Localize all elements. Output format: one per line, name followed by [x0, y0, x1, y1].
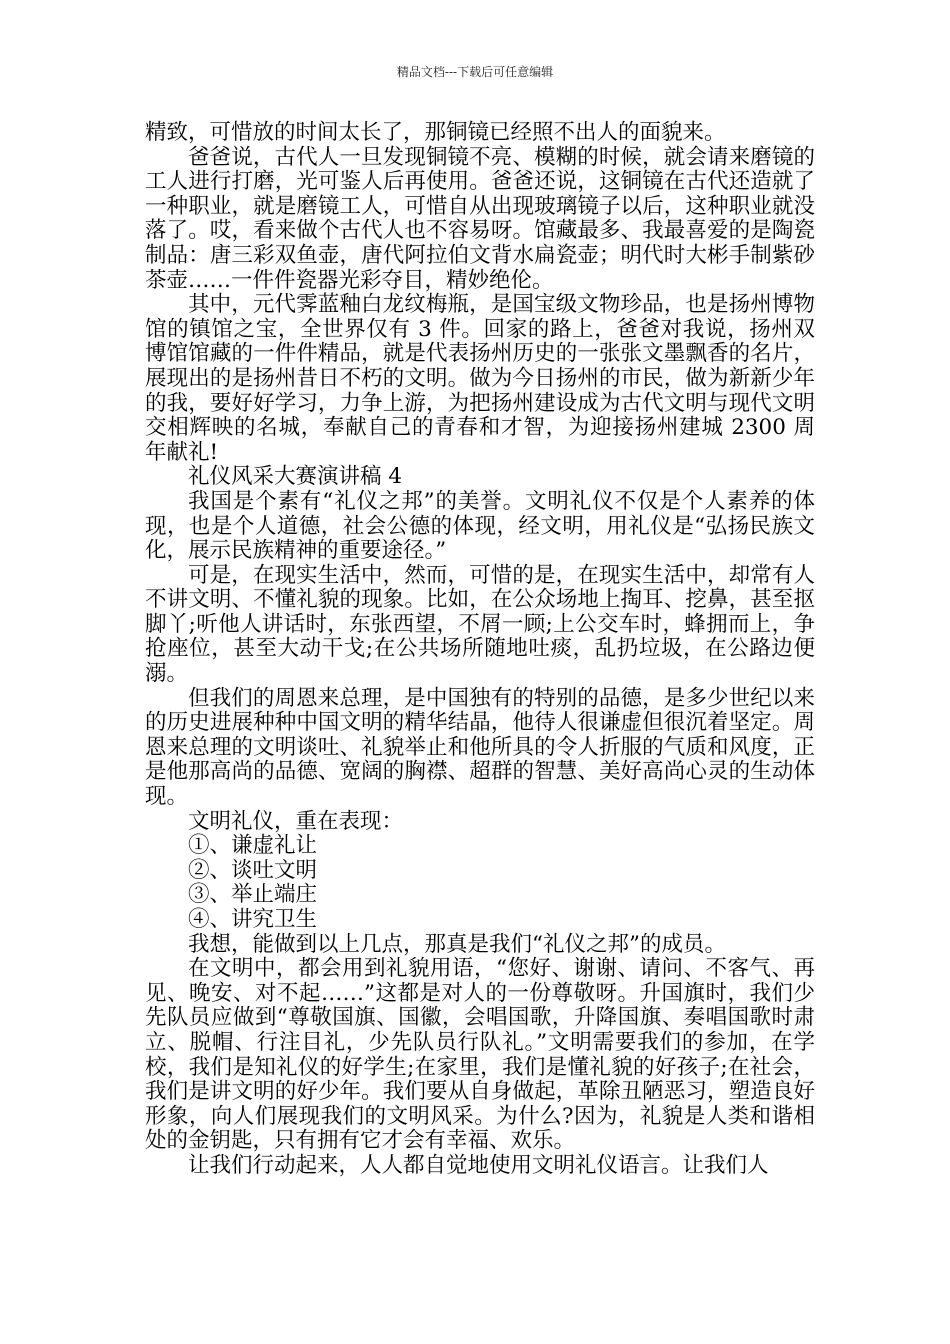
paragraph: 我国是个素有“礼仪之邦”的美誉。文明礼仪不仅是个人素养的体现，也是个人道德，社会公德的体现，经文明，用礼仪是“弘扬民族文化，展示民族精神的重要途径。”	[145, 488, 815, 564]
list-item: ③、举止端庄	[188, 882, 318, 908]
list-item: ②、谈吐文明	[188, 857, 318, 883]
paragraph: 其中，元代霁蓝釉白龙纹梅瓶，是国宝级文物珍品，也是扬州博物馆的镇馆之宝，全世界仅有 3 件。回家的路上，爸爸对我说，扬州双博馆馆藏的一件件精品，就是代表扬州历史的一张张文墨飘香的名片，展现出的是扬州昔日不朽的文明。做为今日扬州的市民，做为新新少年的我，要好好学习，力争上游，为把扬州建设成为古代文明与现代文明交相辉映的名城，奉献自己的青春和才智，为迎接扬州建城 2300 周年献礼!	[145, 292, 815, 465]
paragraph: 文明礼仪，重在表现：	[188, 808, 404, 834]
paragraph: 爸爸说，古代人一旦发现铜镜不亮、模糊的时候，就会请来磨镜的工人进行打磨，光可鉴人后再使用。爸爸还说，这铜镜在古代还造就了一种职业，就是磨镜工人，可惜自从出现玻璃镜子以后，这种职业就没落了。哎，看来做个古代人也不容易呀。馆藏最多、我最喜爱的是陶瓷制品：唐三彩双鱼壶，唐代阿拉伯文背水扁瓷壶；明代时大彬手制紫砂茶壶……一件件瓷器光彩夺目，精妙绝伦。	[145, 144, 815, 293]
paragraph: 但我们的周恩来总理，是中国独有的特别的品德，是多少世纪以来的历史进展种种中国文明的精华结晶，他待人很谦虚但很沉着坚定。周恩来总理的文明谈吐、礼貌举止和他所具的令人折服的气质和风度，正是他那高尚的品德、宽阔的胸襟、超群的智慧、美好高尚心灵的生动体现。	[145, 685, 815, 810]
section-heading: 礼仪风采大赛演讲稿 4	[188, 464, 403, 490]
page-header: 精品文档---下载后可任意编辑	[396, 65, 554, 79]
paragraph: 可是，在现实生活中，然而，可惜的是，在现实生活中，却常有人不讲文明、不懂礼貌的现象。比如，在公众场地上掏耳、挖鼻，甚至抠脚丫;听他人讲话时，东张西望，不屑一顾;上公交车时，蜂拥而上，争抢座位，甚至大动干戈;在公共场所随地吐痰，乱扔垃圾，在公路边便溺。	[145, 562, 815, 687]
paragraph: 在文明中，都会用到礼貌用语，“您好、谢谢、请问、不客气、再见、晚安、对不起……”这都是对人的一份尊敬呀。升国旗时，我们少先队员应做到“尊敬国旗、国徽，会唱国歌，升降国旗、奏唱国歌时肃立、脱帽、行注目礼，少先队员行队礼。”文明需要我们的参加，在学校，我们是知礼仪的好学生;在家里，我们是懂礼貌的好孩子;在社会，我们是讲文明的好少年。我们要从自身做起，革除丑陋恶习，塑造良好形象，向人们展现我们的文明风采。为什么?因为，礼貌是人类和谐相处的金钥匙，只有拥有它才会有幸福、欢乐。	[145, 956, 815, 1154]
list-item: ④、讲究卫生	[188, 907, 318, 932]
paragraph: 我想，能做到以上几点，那真是我们“礼仪之邦”的成员。	[188, 931, 726, 957]
paragraph: 精致，可惜放的时间太长了，那铜镜已经照不出人的面貌来。	[145, 120, 726, 145]
list-item: ①、谦虚礼让	[188, 833, 318, 859]
document-body	[145, 121, 815, 1179]
paragraph: 让我们行动起来，人人都自觉地使用文明礼仪语言。让我们人	[188, 1152, 769, 1178]
